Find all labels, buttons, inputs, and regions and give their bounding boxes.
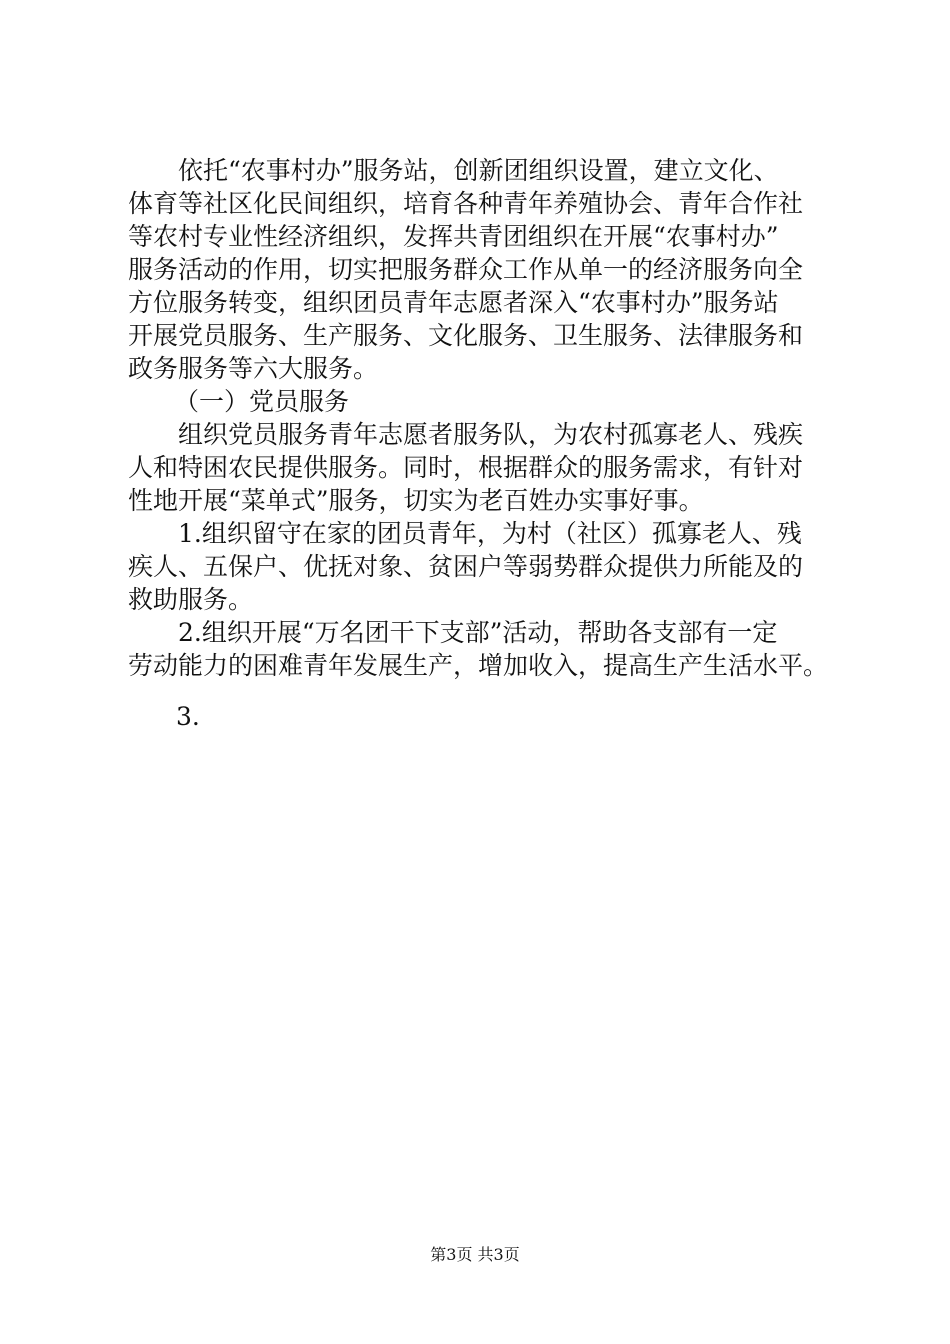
paragraph-1-line-7: 政务服务等六大服务。 bbox=[128, 354, 379, 383]
item-1-line-3: 救助服务。 bbox=[128, 585, 254, 614]
item-1-line-1: 1.组织留守在家的团员青年，为村（社区）孤寡老人、残 bbox=[178, 519, 802, 548]
paragraph-1-line-2: 体育等社区化民间组织，培育各种青年养殖协会、青年合作社 bbox=[128, 189, 804, 218]
item-1-line-2: 疾人、五保户、优抚对象、贫困户等弱势群众提供力所能及的 bbox=[128, 552, 804, 581]
paragraph-2-line-3: 性地开展“菜单式”服务，切实为老百姓办实事好事。 bbox=[128, 486, 704, 515]
paragraph-1-line-6: 开展党员服务、生产服务、文化服务、卫生服务、法律服务和 bbox=[128, 321, 804, 350]
page-number-footer: 第3页 共3页 bbox=[430, 1245, 520, 1264]
paragraph-1-line-1: 依托“农事村办”服务站，创新团组织设置，建立文化、 bbox=[178, 156, 779, 185]
paragraph-2-line-1: 组织党员服务青年志愿者服务队，为农村孤寡老人、残疾 bbox=[178, 420, 804, 449]
paragraph-1-line-5: 方位服务转变，组织团员青年志愿者深入“农事村办”服务站 bbox=[128, 288, 779, 317]
item-3-line-1: 3. bbox=[176, 702, 200, 731]
paragraph-1-line-4: 服务活动的作用，切实把服务群众工作从单一的经济服务向全 bbox=[128, 255, 804, 284]
section-heading: （一）党员服务 bbox=[174, 387, 350, 416]
paragraph-1-line-3: 等农村专业性经济组织，发挥共青团组织在开展“农事村办” bbox=[128, 222, 779, 251]
item-2-line-1: 2.组织开展“万名团干下支部”活动，帮助各支部有一定 bbox=[178, 618, 778, 647]
paragraph-2-line-2: 人和特困农民提供服务。同时，根据群众的服务需求，有针对 bbox=[128, 453, 804, 482]
item-2-line-2: 劳动能力的困难青年发展生产，增加收入，提高生产生活水平。 bbox=[128, 651, 828, 680]
